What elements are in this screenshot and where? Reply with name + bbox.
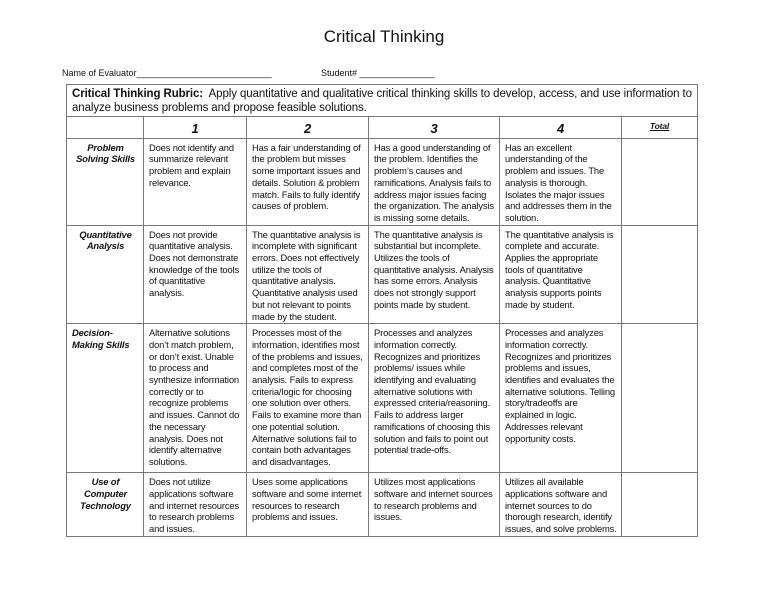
rubric-cell: Utilizes all available applications software and internet sources to do thorough research, identify issues, and solve problems. — [500, 473, 622, 537]
column-header-3: 3 — [369, 117, 500, 139]
student-number-field[interactable]: Student# _______________ — [321, 68, 435, 78]
criterion-label: Decision-Making Skills — [67, 324, 144, 473]
total-cell[interactable] — [622, 324, 698, 473]
table-row — [67, 324, 698, 473]
rubric-header-row — [67, 117, 698, 139]
rubric-heading: Critical Thinking Rubric: — [72, 88, 204, 100]
rubric-cell: Has a good understanding of the problem. Identifies the problem’s causes and ramifications. Analysis fails to address major issues facing the organization. The analysis is missing some details. — [369, 138, 500, 225]
rubric-description-text: Apply quantitative and qualitative critical thinking skills to develop, access, and use information to analyze business problems and propose feasible solutions. — [72, 88, 692, 114]
column-header-total: Total — [622, 117, 698, 139]
table-row — [67, 473, 698, 537]
total-cell[interactable] — [622, 473, 698, 537]
rubric-cell: The quantitative analysis is complete and accurate. Applies the appropriate tools of quantitative analysis. Quantitative analysis supports points made by student. — [500, 225, 622, 324]
table-row — [67, 225, 698, 324]
column-header-criterion — [67, 117, 144, 139]
rubric-cell: Does not provide quantitative analysis. Does not demonstrate knowledge of the tools of quantitative analysis. — [144, 225, 247, 324]
page-title: Critical Thinking — [323, 27, 445, 46]
total-cell[interactable] — [622, 138, 698, 225]
column-header-1: 1 — [144, 117, 247, 139]
criterion-label: Problem Solving Skills — [67, 138, 144, 225]
rubric-cell: Uses some applications software and some internet resources to research problems and issues. — [247, 473, 369, 537]
rubric-cell: Processes and analyzes information correctly. Recognizes and prioritizes problems/ issues while identifying and evaluating alternative solutions with expressed criteria/reasoning. Fails to address larger ramifications of choosing this solution and fails to point out potential trade-offs. — [369, 324, 500, 473]
criterion-label: Quantitative Analysis — [67, 225, 144, 324]
rubric-cell: Has an excellent understanding of the problem and issues. The analysis is thorough. Isolates the major issues and addresses them in the solution. — [500, 138, 622, 225]
rubric-intro-row — [67, 85, 698, 117]
rubric-cell: The quantitative analysis is incomplete with significant errors. Does not effectively utilize the tools of quantitative analysis. Quantitative analysis used but not relevant to points made by the student. — [247, 225, 369, 324]
rubric-cell: The quantitative analysis is substantial but incomplete. Utilizes the tools of quantitative analysis. Analysis has some errors. Analysis does not strongly support points made by student. — [369, 225, 500, 324]
rubric-cell: Processes most of the information, identifies most of the problems and issues, and completes most of the analysis. Fails to express criteria/logic for choosing one solution over others. Fails to examine more than one potential solution. Alternative solutions fail to contain both advantages and disadvantages. — [247, 324, 369, 473]
rubric-cell: Alternative solutions don’t match problem, or don’t exist. Unable to process and synthesize information correctly or to recognize problems and issues. Cannot do the necessary analysis. Does not identify alternative solutions. — [144, 324, 247, 473]
table-row — [67, 138, 698, 225]
column-header-4: 4 — [500, 117, 622, 139]
rubric-cell: Has a fair understanding of the problem but misses some important issues and details. Solution & problem match. Fails to fully identify causes of problem. — [247, 138, 369, 225]
criterion-label: Use of Computer Technology — [67, 473, 144, 537]
rubric-table — [66, 84, 698, 537]
evaluator-name-field[interactable]: Name of Evaluator___________________________ — [62, 68, 272, 78]
rubric-cell: Does not identify and summarize relevant problem and explain relevance. — [144, 138, 247, 225]
rubric-cell: Utilizes most applications software and internet sources to research problems and issues. — [369, 473, 500, 537]
rubric-description — [67, 85, 698, 117]
column-header-2: 2 — [247, 117, 369, 139]
rubric-cell: Does not utilize applications software and internet resources to research problems and issues. — [144, 473, 247, 537]
total-cell[interactable] — [622, 225, 698, 324]
rubric-cell: Processes and analyzes information correctly. Recognizes and prioritizes problems and issues, identifies and evaluates the alternative solutions. Telling story/tradeoffs are explained in logic. Addresses relevant opportunity costs. — [500, 324, 622, 473]
